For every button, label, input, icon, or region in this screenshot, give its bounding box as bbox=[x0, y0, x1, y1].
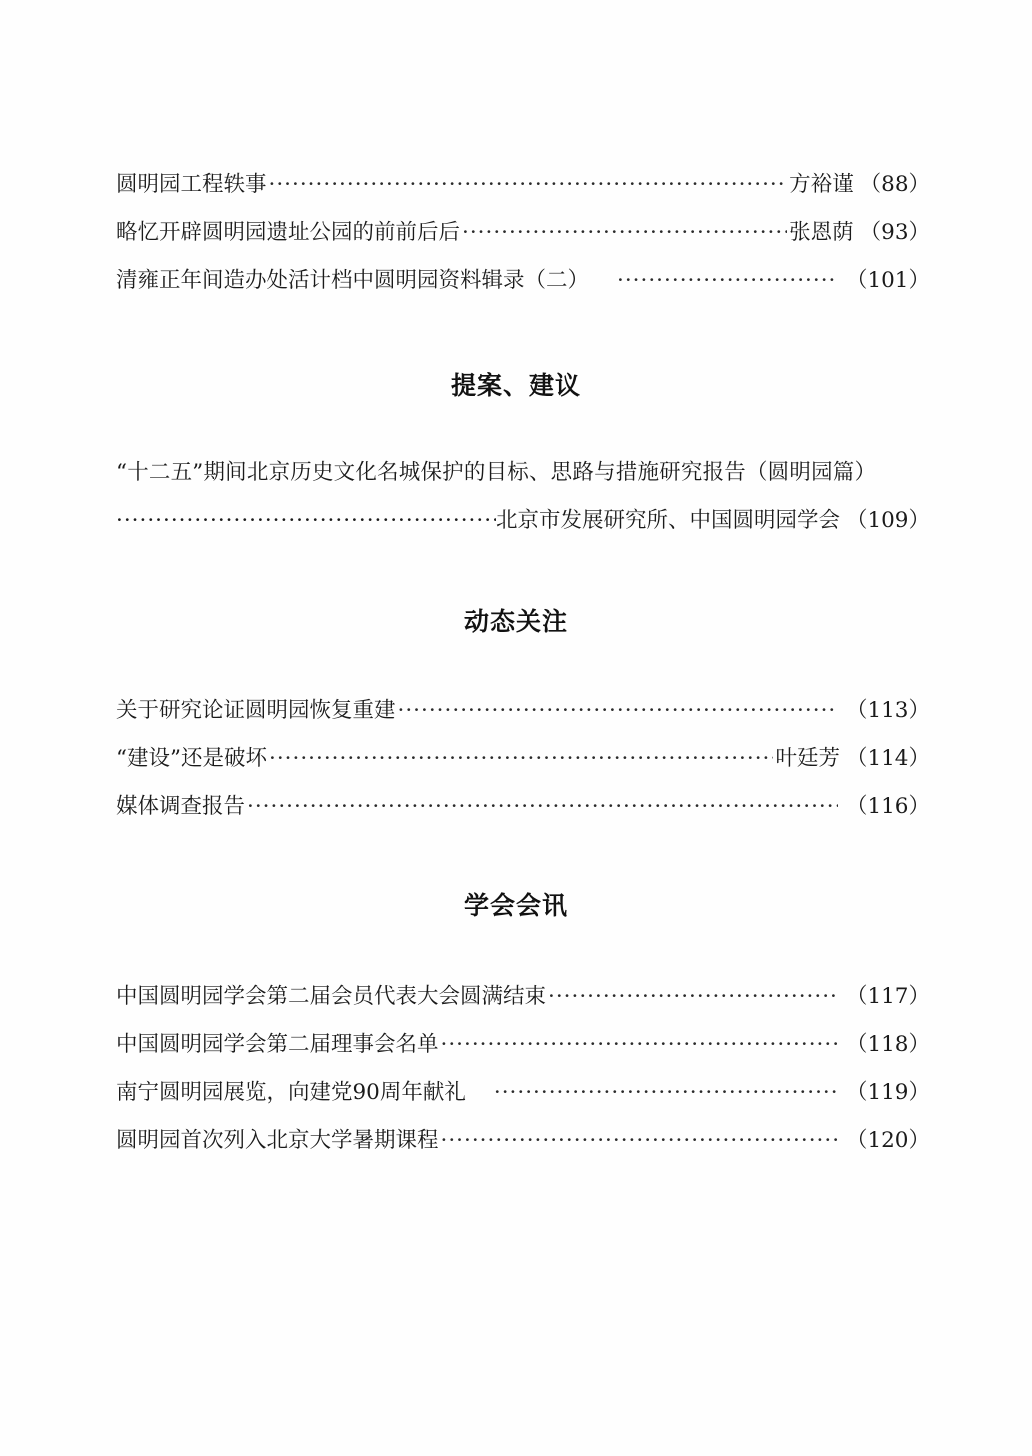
entry-page-number: （120） bbox=[845, 1128, 930, 1153]
entry-page-number: （101） bbox=[845, 268, 930, 293]
toc-entry[interactable] bbox=[116, 168, 930, 202]
entry-page-number: （118） bbox=[845, 1032, 930, 1057]
dot-leader bbox=[398, 694, 838, 728]
entry-author: 北京市发展研究所、中国圆明园学会 bbox=[495, 508, 840, 533]
entry-page-number: （119） bbox=[845, 1080, 930, 1105]
toc-entry[interactable] bbox=[116, 980, 930, 1014]
entry-title: 圆明园首次列入北京大学暑期课程 bbox=[116, 1128, 439, 1153]
dot-leader bbox=[494, 1076, 838, 1110]
dot-leader bbox=[269, 168, 788, 202]
entry-title: 中国圆明园学会第二届会员代表大会圆满结束 bbox=[116, 984, 547, 1009]
entry-title: 略忆开辟圆明园遗址公园的前前后后 bbox=[116, 220, 461, 245]
entry-page-number: （109） bbox=[845, 508, 930, 533]
toc-entry[interactable] bbox=[116, 1124, 930, 1158]
toc-entry[interactable] bbox=[116, 1076, 930, 1110]
entry-author: 张恩荫 bbox=[789, 220, 854, 245]
entry-page-number: （117） bbox=[845, 984, 930, 1009]
section-heading: 提案、建议 bbox=[450, 371, 581, 400]
entry-title[interactable]: “十二五”期间北京历史文化名城保护的目标、思路与措施研究报告（圆明园篇） bbox=[116, 460, 877, 485]
dot-leader bbox=[548, 980, 838, 1014]
entry-author: 叶廷芳 bbox=[775, 746, 840, 771]
toc-entry[interactable] bbox=[116, 216, 930, 250]
section-heading: 学会会讯 bbox=[463, 891, 568, 920]
dot-leader bbox=[269, 742, 773, 776]
toc-entry[interactable] bbox=[116, 742, 930, 776]
dot-leader bbox=[441, 1124, 838, 1158]
toc-entry-continuation[interactable] bbox=[116, 504, 930, 538]
dot-leader bbox=[116, 504, 496, 538]
entry-page-number: （116） bbox=[845, 794, 930, 819]
entry-title: 圆明园工程轶事 bbox=[116, 172, 267, 197]
dot-leader bbox=[617, 264, 838, 298]
dot-leader bbox=[247, 790, 838, 824]
entry-title: “建设”还是破坏 bbox=[116, 746, 267, 771]
entry-title: 关于研究论证圆明园恢复重建 bbox=[116, 698, 396, 723]
dot-leader bbox=[462, 216, 787, 250]
toc-entry[interactable] bbox=[116, 790, 930, 824]
entry-title: 南宁圆明园展览，向建党90周年献礼 bbox=[116, 1080, 466, 1105]
entry-title: 清雍正年间造办处活计档中圆明园资料辑录（二） bbox=[116, 268, 590, 293]
entry-page-number: （113） bbox=[845, 698, 930, 723]
dot-leader bbox=[441, 1028, 838, 1062]
entry-title: 媒体调查报告 bbox=[116, 794, 246, 819]
entry-title: 中国圆明园学会第二届理事会名单 bbox=[116, 1032, 439, 1057]
toc-entry[interactable] bbox=[116, 264, 930, 298]
entry-page-number: （93） bbox=[859, 220, 930, 245]
entry-page-number: （114） bbox=[845, 746, 930, 771]
section-heading: 动态关注 bbox=[463, 607, 568, 636]
entry-author: 方裕谨 bbox=[789, 172, 854, 197]
toc-entry[interactable] bbox=[116, 694, 930, 728]
entry-page-number: （88） bbox=[859, 172, 930, 197]
toc-entry[interactable] bbox=[116, 1028, 930, 1062]
